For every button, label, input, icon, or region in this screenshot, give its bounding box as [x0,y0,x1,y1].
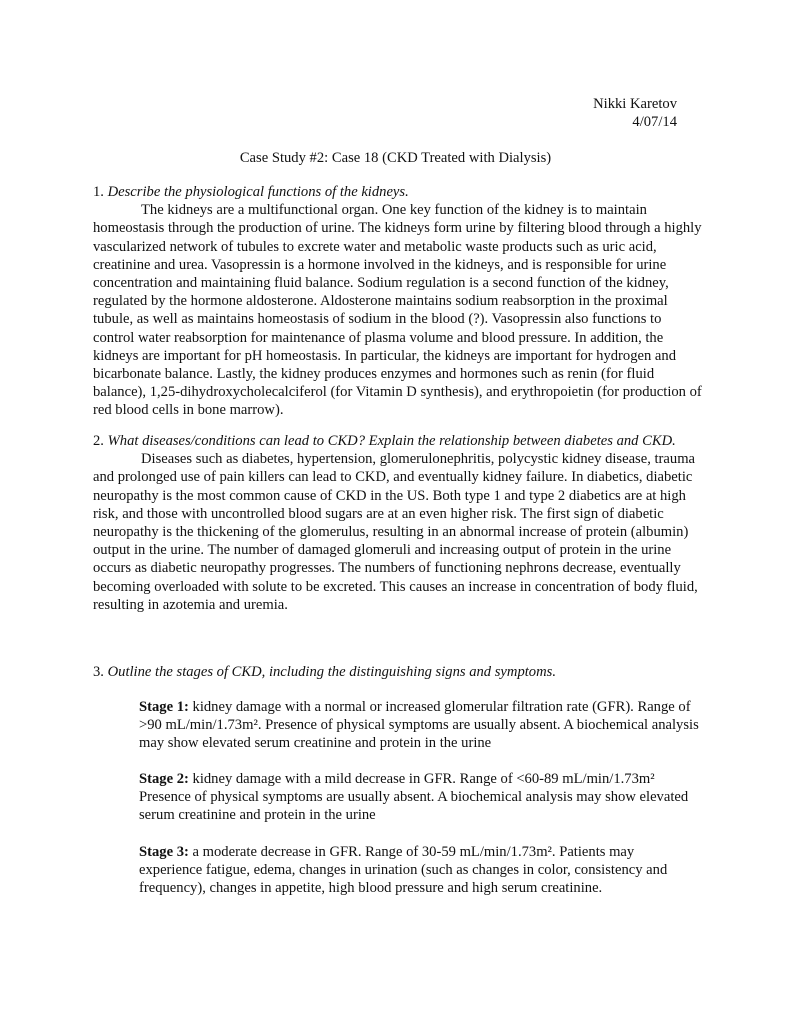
stage-2-text: kidney damage with a mild decrease in GFR. Range of <60-89 mL/min/1.73m² Presence of physical symptoms are usually absent. A biochemical analysis may show elevated serum creatinine and protein in the urine [139,771,689,824]
document-title: Case Study #2: Case 18 (CKD Treated with Dialysis) [239,150,552,166]
question-2-section [93,432,703,614]
question-2-number: 2. [93,433,104,449]
question-1-answer: The kidneys are a multifunctional organ. One key function of the kidney is to maintain homeostasis through the production of urine. The kidneys form urine by filtering blood through a highly vascularized network of tubules to excrete water and metabolic waste products such as uric acid, creatinine and urea. Vasopressin is a hormone involved in the kidneys, and is responsible for urine concentration and maintaining fluid balance. Sodium regulation is a second function of the kidney, regulated by the hormone aldosterone. Aldosterone maintains sodium reabsorption in the proximal tubule, as well as maintains homeostasis of sodium in the blood (?). Vasopressin also functions to control water reabsorption for maintenance of plasma volume and blood pressure. In addition, the kidneys are important for pH homeostasis. In particular, the kidneys are important for hydrogen and bicarbonate balance. Lastly, the kidney produces enzymes and hormones such as renin (for fluid balance), 1,25-dihydroxycholecalciferol (for Vitamin D synthesis), and erythropoietin (for production of red blood cells in bone marrow). [93,202,702,419]
question-1-text: Describe the physiological functions of the kidneys. [107,184,409,200]
question-3-heading [93,663,703,681]
question-2-heading [93,432,703,450]
question-1-heading [93,183,703,201]
question-1-section [93,183,703,420]
stage-2-entry [139,770,699,825]
question-2-text: What diseases/conditions can lead to CKD? Explain the relationship between diabetes and CKD. [107,433,676,449]
stage-3-text: a moderate decrease in GFR. Range of 30-59 mL/min/1.73m². Patients may experience fatigue, edema, changes in urination (such as changes in color, consistency and frequency), changes in appetite, high blood pressure and high serum creatinine. [139,844,668,897]
stage-2-label: Stage 2: [139,771,189,787]
stage-3-label: Stage 3: [139,844,189,860]
question-3-text: Outline the stages of CKD, including the distinguishing signs and symptoms. [107,664,556,680]
author-name: Nikki Karetov [593,96,677,112]
stage-1-text: kidney damage with a normal or increased glomerular filtration rate (GFR). Range of >90 mL/min/1.73m². Presence of physical symptoms are usually absent. A biochemical analysis may show elevated serum creatinine and protein in the urine [139,699,699,752]
question-3-number: 3. [93,664,104,680]
question-1-number: 1. [93,184,104,200]
stage-1-entry [139,698,699,753]
question-2-answer: Diseases such as diabetes, hypertension, glomerulonephritis, polycystic kidney disease, trauma and prolonged use of pain killers can lead to CKD, and eventually kidney failure. In diabetics, diabetic neuropathy is the most common cause of CKD in the US. Both type 1 and type 2 diabetics are at high risk, and those with uncontrolled blood sugars are at an even higher risk. The first sign of diabetic neuropathy is the thickening of the glomerulus, resulting in an abnormal increase of protein (albumin) output in the urine. The number of damaged glomeruli and increasing output of protein in the urine occurs as diabetic neuropathy progresses. The numbers of functioning nephrons decrease, eventually becoming overloaded with solute to be excreted. This causes an increase in concentration of body fluid, resulting in azotemia and uremia. [93,451,698,613]
stage-3-entry [139,843,699,898]
document-date: 4/07/14 [632,114,677,130]
stage-1-label: Stage 1: [139,699,189,715]
